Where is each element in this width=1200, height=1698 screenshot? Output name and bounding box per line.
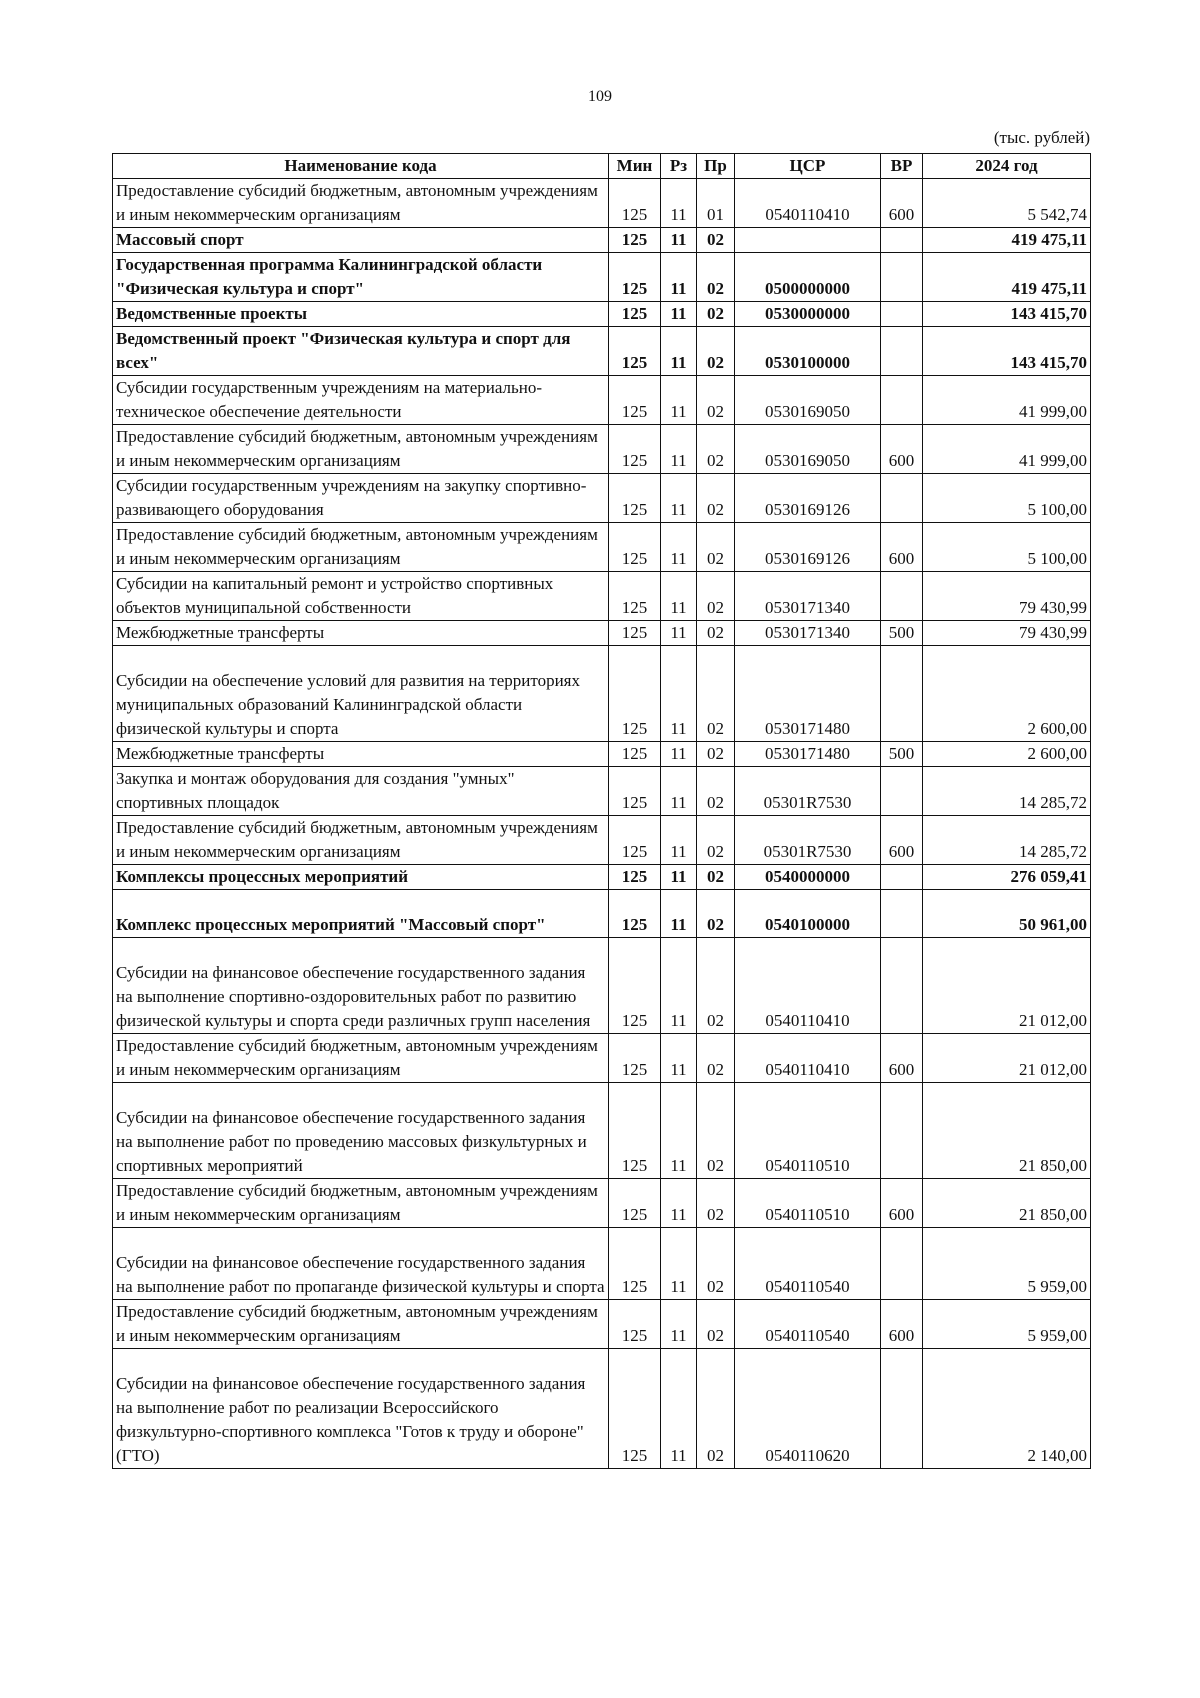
row-min-cell: 125 [609,1083,661,1179]
row-min-cell: 125 [609,228,661,253]
row-csr-cell: 0500000000 [735,253,881,302]
row-csr-cell: 0530171340 [735,572,881,621]
row-csr-cell: 0530000000 [735,302,881,327]
row-rz-cell: 11 [661,1083,697,1179]
row-vr-cell: 600 [881,1300,923,1349]
row-csr-cell: 0540110410 [735,179,881,228]
table-row [113,865,1091,890]
row-amount-cell: 2 600,00 [923,742,1091,767]
row-amount-cell: 21 850,00 [923,1083,1091,1179]
row-amount-cell: 5 100,00 [923,474,1091,523]
row-csr-cell: 05301R7530 [735,767,881,816]
table-row [113,425,1091,474]
row-name-cell: Субсидии на финансовое обеспечение государственного задания на выполнение работ по реализации Всероссийского физкультурно-спортивного комплекса "Готов к труду и обороне" (ГТО) [113,1349,609,1469]
row-min-cell: 125 [609,253,661,302]
row-name-cell: Предоставление субсидий бюджетным, автономным учреждениям и иным некоммерческим организациям [113,1179,609,1228]
row-csr-cell: 0530171480 [735,646,881,742]
row-rz-cell: 11 [661,376,697,425]
row-vr-cell [881,890,923,938]
row-csr-cell: 0540100000 [735,890,881,938]
header-csr: ЦСР [735,154,881,179]
row-min-cell: 125 [609,523,661,572]
row-vr-cell: 600 [881,1034,923,1083]
row-csr-cell: 0530169126 [735,474,881,523]
row-amount-cell: 21 012,00 [923,1034,1091,1083]
table-row [113,742,1091,767]
row-pr-cell: 02 [697,865,735,890]
row-name-cell: Субсидии на финансовое обеспечение государственного задания на выполнение работ по пропаганде физической культуры и спорта [113,1228,609,1300]
row-vr-cell: 600 [881,425,923,474]
row-amount-cell: 143 415,70 [923,327,1091,376]
row-csr-cell: 0540110510 [735,1083,881,1179]
row-name-cell: Субсидии на капитальный ремонт и устройство спортивных объектов муниципальной собственности [113,572,609,621]
row-csr-cell: 0540110540 [735,1228,881,1300]
row-min-cell: 125 [609,1349,661,1469]
row-min-cell: 125 [609,302,661,327]
row-pr-cell: 02 [697,1300,735,1349]
row-vr-cell [881,938,923,1034]
row-min-cell: 125 [609,1300,661,1349]
row-csr-cell [735,228,881,253]
row-min-cell: 125 [609,474,661,523]
row-name-cell: Ведомственные проекты [113,302,609,327]
row-min-cell: 125 [609,816,661,865]
row-min-cell: 125 [609,572,661,621]
row-name-cell: Массовый спорт [113,228,609,253]
row-min-cell: 125 [609,767,661,816]
row-csr-cell: 0530171340 [735,621,881,646]
table-row [113,327,1091,376]
row-amount-cell: 50 961,00 [923,890,1091,938]
row-rz-cell: 11 [661,621,697,646]
row-csr-cell: 0540000000 [735,865,881,890]
row-amount-cell: 41 999,00 [923,425,1091,474]
row-amount-cell: 14 285,72 [923,816,1091,865]
row-name-cell: Предоставление субсидий бюджетным, автономным учреждениям и иным некоммерческим организациям [113,179,609,228]
row-amount-cell: 2 140,00 [923,1349,1091,1469]
header-vr: ВР [881,154,923,179]
row-vr-cell [881,302,923,327]
row-rz-cell: 11 [661,253,697,302]
row-rz-cell: 11 [661,228,697,253]
row-rz-cell: 11 [661,816,697,865]
row-name-cell: Субсидии на обеспечение условий для развития на территориях муниципальных образований Калининградской области физической культуры и спорта [113,646,609,742]
row-amount-cell: 419 475,11 [923,253,1091,302]
row-vr-cell [881,1228,923,1300]
row-pr-cell: 02 [697,1179,735,1228]
row-pr-cell: 02 [697,253,735,302]
header-min: Мин [609,154,661,179]
table-row [113,253,1091,302]
table-row [113,302,1091,327]
row-pr-cell: 02 [697,1349,735,1469]
row-vr-cell [881,327,923,376]
row-name-cell: Ведомственный проект "Физическая культура и спорт для всех" [113,327,609,376]
row-csr-cell: 0540110620 [735,1349,881,1469]
row-name-cell: Предоставление субсидий бюджетным, автономным учреждениям и иным некоммерческим организациям [113,816,609,865]
row-vr-cell: 600 [881,816,923,865]
row-csr-cell: 0540110410 [735,1034,881,1083]
table-row [113,890,1091,938]
row-name-cell: Комплекс процессных мероприятий "Массовый спорт" [113,890,609,938]
row-amount-cell: 5 100,00 [923,523,1091,572]
row-name-cell: Субсидии государственным учреждениям на материально-техническое обеспечение деятельности [113,376,609,425]
row-name-cell: Межбюджетные трансферты [113,621,609,646]
header-amount: 2024 год [923,154,1091,179]
row-amount-cell: 419 475,11 [923,228,1091,253]
row-name-cell: Субсидии на финансовое обеспечение государственного задания на выполнение спортивно-оздоровительных работ по развитию физической культуры и спорта среди различных групп населения [113,938,609,1034]
row-rz-cell: 11 [661,425,697,474]
row-min-cell: 125 [609,621,661,646]
row-pr-cell: 02 [697,327,735,376]
table-row [113,646,1091,742]
table-row [113,572,1091,621]
row-min-cell: 125 [609,1034,661,1083]
row-rz-cell: 11 [661,1179,697,1228]
table-row [113,228,1091,253]
row-vr-cell: 500 [881,742,923,767]
row-rz-cell: 11 [661,865,697,890]
row-rz-cell: 11 [661,938,697,1034]
row-vr-cell [881,572,923,621]
row-pr-cell: 02 [697,302,735,327]
row-vr-cell [881,474,923,523]
table-row [113,1083,1091,1179]
table-row [113,767,1091,816]
row-pr-cell: 02 [697,938,735,1034]
row-csr-cell: 0540110410 [735,938,881,1034]
row-pr-cell: 01 [697,179,735,228]
row-rz-cell: 11 [661,1300,697,1349]
row-amount-cell: 5 542,74 [923,179,1091,228]
row-pr-cell: 02 [697,1083,735,1179]
row-min-cell: 125 [609,938,661,1034]
row-pr-cell: 02 [697,376,735,425]
row-rz-cell: 11 [661,1349,697,1469]
header-rz: Рз [661,154,697,179]
row-amount-cell: 21 850,00 [923,1179,1091,1228]
row-vr-cell [881,228,923,253]
row-pr-cell: 02 [697,425,735,474]
row-rz-cell: 11 [661,572,697,621]
row-amount-cell: 21 012,00 [923,938,1091,1034]
row-name-cell: Субсидии государственным учреждениям на закупку спортивно-развивающего оборудования [113,474,609,523]
row-pr-cell: 02 [697,572,735,621]
row-name-cell: Государственная программа Калининградской области "Физическая культура и спорт" [113,253,609,302]
row-amount-cell: 2 600,00 [923,646,1091,742]
row-name-cell: Межбюджетные трансферты [113,742,609,767]
row-rz-cell: 11 [661,767,697,816]
row-name-cell: Закупка и монтаж оборудования для создания "умных" спортивных площадок [113,767,609,816]
row-min-cell: 125 [609,890,661,938]
row-amount-cell: 5 959,00 [923,1228,1091,1300]
row-vr-cell: 600 [881,523,923,572]
row-csr-cell: 0530100000 [735,327,881,376]
table-row [113,523,1091,572]
table-row [113,816,1091,865]
row-min-cell: 125 [609,1179,661,1228]
row-pr-cell: 02 [697,228,735,253]
row-min-cell: 125 [609,1228,661,1300]
row-vr-cell: 600 [881,179,923,228]
row-vr-cell [881,376,923,425]
row-rz-cell: 11 [661,179,697,228]
row-pr-cell: 02 [697,767,735,816]
page-number: 109 [588,88,612,105]
row-rz-cell: 11 [661,523,697,572]
row-amount-cell: 276 059,41 [923,865,1091,890]
row-csr-cell: 0530169050 [735,425,881,474]
row-min-cell: 125 [609,327,661,376]
table-row [113,179,1091,228]
row-rz-cell: 11 [661,890,697,938]
row-name-cell: Предоставление субсидий бюджетным, автономным учреждениям и иным некоммерческим организациям [113,425,609,474]
row-amount-cell: 143 415,70 [923,302,1091,327]
row-vr-cell [881,767,923,816]
row-pr-cell: 02 [697,474,735,523]
row-rz-cell: 11 [661,327,697,376]
table-row [113,621,1091,646]
row-vr-cell: 500 [881,621,923,646]
table-header-row [113,154,1091,179]
row-csr-cell: 0530169050 [735,376,881,425]
row-rz-cell: 11 [661,1034,697,1083]
row-pr-cell: 02 [697,646,735,742]
row-name-cell: Комплексы процессных мероприятий [113,865,609,890]
row-vr-cell: 600 [881,1179,923,1228]
table-row [113,1228,1091,1300]
row-pr-cell: 02 [697,1034,735,1083]
row-amount-cell: 41 999,00 [923,376,1091,425]
row-rz-cell: 11 [661,474,697,523]
row-min-cell: 125 [609,646,661,742]
unit-note: (тыс. рублей) [993,128,1090,147]
budget-table [112,153,1091,1469]
row-min-cell: 125 [609,742,661,767]
row-name-cell: Предоставление субсидий бюджетным, автономным учреждениям и иным некоммерческим организациям [113,1034,609,1083]
row-pr-cell: 02 [697,621,735,646]
row-vr-cell [881,865,923,890]
table-body [113,179,1091,1469]
table-row [113,474,1091,523]
table-row [113,376,1091,425]
row-min-cell: 125 [609,376,661,425]
row-rz-cell: 11 [661,302,697,327]
row-pr-cell: 02 [697,523,735,572]
row-rz-cell: 11 [661,742,697,767]
row-vr-cell [881,1083,923,1179]
row-name-cell: Предоставление субсидий бюджетным, автономным учреждениям и иным некоммерческим организациям [113,523,609,572]
table-row [113,1034,1091,1083]
row-amount-cell: 79 430,99 [923,572,1091,621]
row-csr-cell: 0530171480 [735,742,881,767]
row-csr-cell: 0540110540 [735,1300,881,1349]
row-amount-cell: 14 285,72 [923,767,1091,816]
row-rz-cell: 11 [661,1228,697,1300]
row-pr-cell: 02 [697,742,735,767]
row-vr-cell [881,646,923,742]
row-name-cell: Субсидии на финансовое обеспечение государственного задания на выполнение работ по проведению массовых физкультурных и спортивных мероприятий [113,1083,609,1179]
table-row [113,1300,1091,1349]
row-csr-cell: 0540110510 [735,1179,881,1228]
header-name: Наименование кода [113,154,609,179]
row-pr-cell: 02 [697,1228,735,1300]
row-csr-cell: 0530169126 [735,523,881,572]
row-vr-cell [881,1349,923,1469]
row-pr-cell: 02 [697,890,735,938]
row-min-cell: 125 [609,865,661,890]
row-amount-cell: 5 959,00 [923,1300,1091,1349]
row-pr-cell: 02 [697,816,735,865]
header-pr: Пр [697,154,735,179]
row-csr-cell: 05301R7530 [735,816,881,865]
row-min-cell: 125 [609,425,661,474]
row-amount-cell: 79 430,99 [923,621,1091,646]
row-min-cell: 125 [609,179,661,228]
row-name-cell: Предоставление субсидий бюджетным, автономным учреждениям и иным некоммерческим организациям [113,1300,609,1349]
table-row [113,938,1091,1034]
row-rz-cell: 11 [661,646,697,742]
row-vr-cell [881,253,923,302]
table-row [113,1179,1091,1228]
table-row [113,1349,1091,1469]
